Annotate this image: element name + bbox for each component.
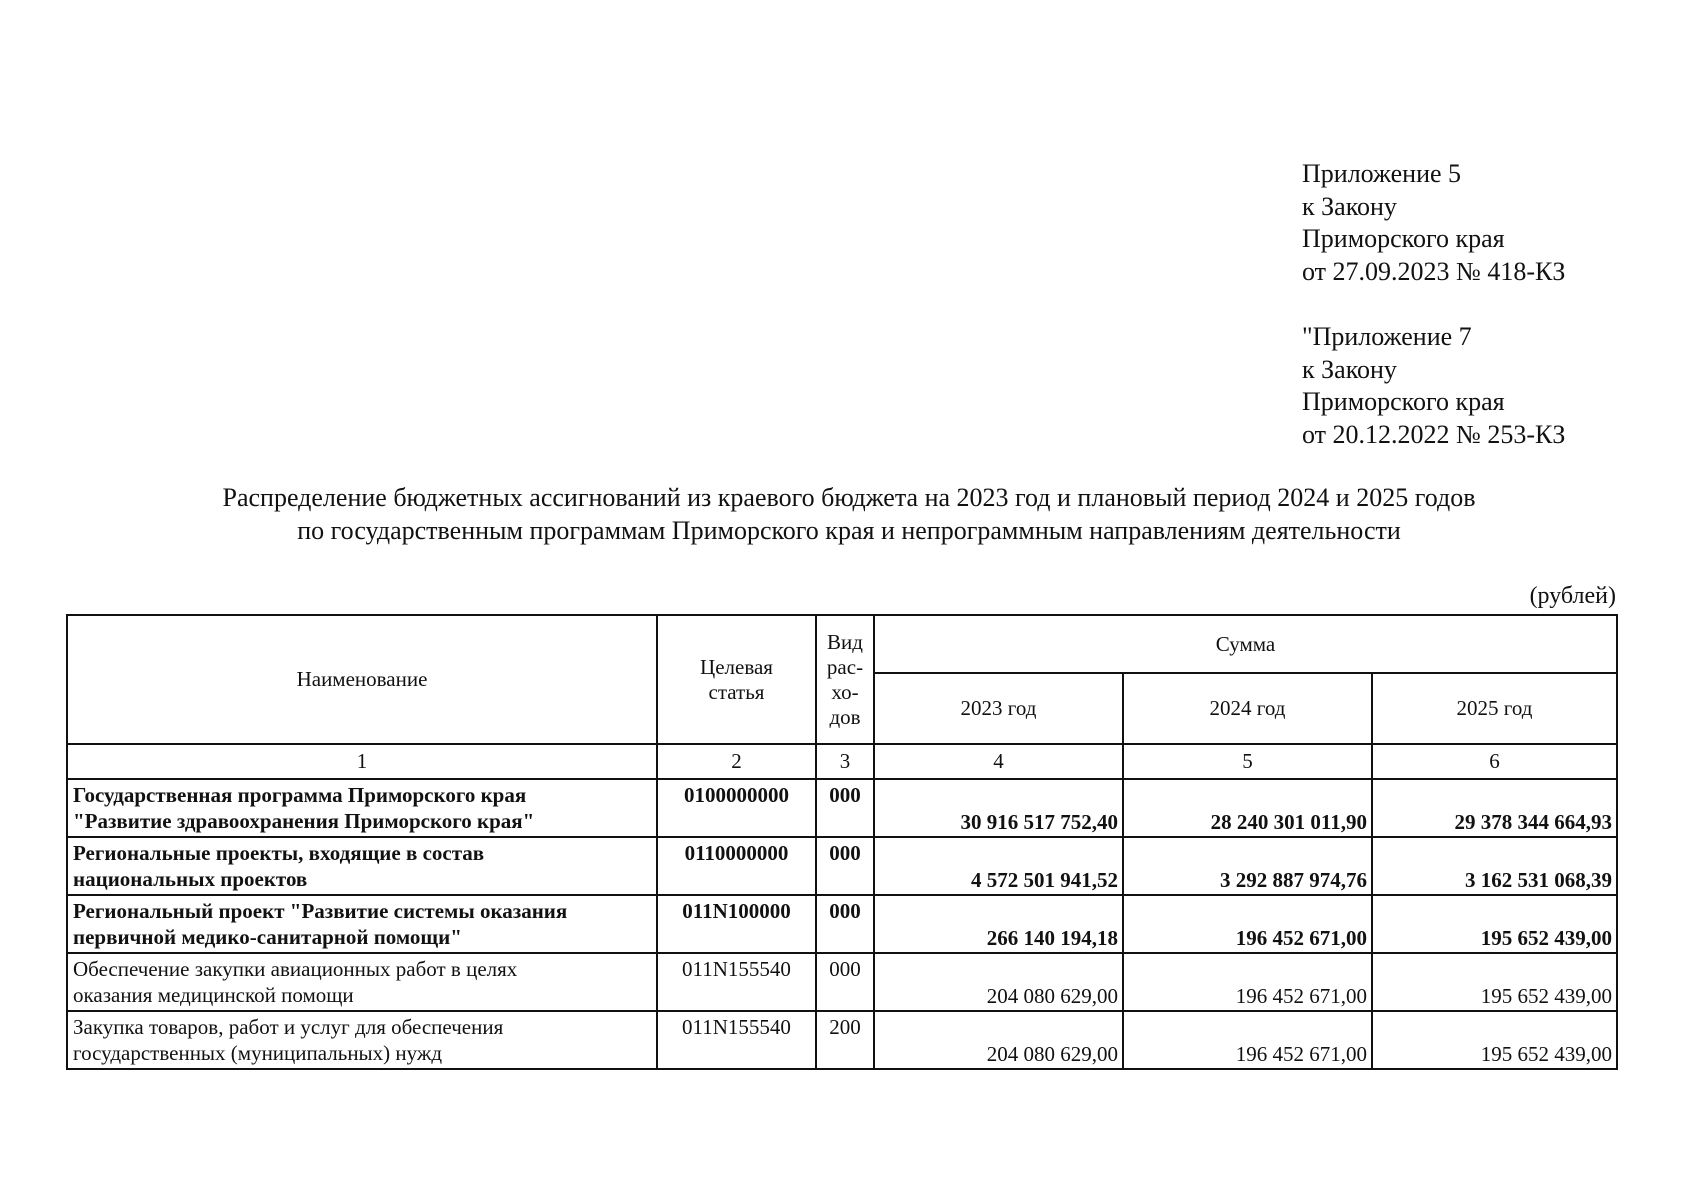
appendix-current-line: Приморского края — [1302, 224, 1505, 253]
row-name — [67, 953, 657, 1011]
units-label: (рублей) — [1529, 583, 1616, 609]
table-row — [67, 837, 1617, 895]
row-name-line: Государственная программа Приморского края — [73, 783, 527, 807]
row-name-line: "Развитие здравоохранения Приморского края" — [73, 809, 535, 833]
row-amount-2025: 29 378 344 664,93 — [1372, 779, 1617, 837]
header-year-2023: 2023 год — [874, 673, 1123, 744]
header-expense-type-line: хо- — [831, 679, 859, 704]
table-row — [67, 1011, 1617, 1069]
header-year-2025: 2025 год — [1372, 673, 1617, 744]
row-amount-2023: 30 916 517 752,40 — [874, 779, 1123, 837]
column-number: 5 — [1123, 744, 1372, 779]
appendix-original-line: от 20.12.2022 № 253-КЗ — [1302, 419, 1566, 449]
document-title-line: Распределение бюджетных ассигнований из краевого бюджета на 2023 год и плановый период 2024 и 2025 годов — [222, 483, 1476, 512]
row-amount-2024: 196 452 671,00 — [1123, 953, 1372, 1011]
header-expense-type-line: дов — [829, 704, 861, 729]
row-amount-2025: 3 162 531 068,39 — [1372, 837, 1617, 895]
row-amount-2024: 196 452 671,00 — [1123, 1011, 1372, 1069]
column-number-row — [67, 744, 1617, 779]
row-amount-2025: 195 652 439,00 — [1372, 895, 1617, 953]
column-number: 4 — [874, 744, 1123, 779]
appendix-original-line: "Приложение 7 — [1302, 322, 1472, 351]
header-name: Наименование — [67, 615, 657, 744]
column-number: 1 — [67, 744, 657, 779]
row-amount-2023: 204 080 629,00 — [874, 1011, 1123, 1069]
row-target-article: 011N100000 — [657, 895, 816, 953]
row-name — [67, 779, 657, 837]
row-expense-type: 000 — [816, 837, 874, 895]
row-target-article: 0100000000 — [657, 779, 816, 837]
row-name-line: оказания медицинской помощи — [73, 983, 354, 1007]
row-name-line: национальных проектов — [73, 867, 308, 891]
header-expense-type-line: рас- — [826, 654, 864, 679]
appendix-current-line: к Закону — [1302, 191, 1397, 221]
header-expense-type-line: Вид — [827, 629, 863, 654]
row-expense-type: 000 — [816, 895, 874, 953]
column-number: 6 — [1372, 744, 1617, 779]
row-name-line: государственных (муниципальных) нужд — [73, 1041, 443, 1065]
row-amount-2024: 196 452 671,00 — [1123, 895, 1372, 953]
row-target-article: 0110000000 — [657, 837, 816, 895]
row-amount-2024: 28 240 301 011,90 — [1123, 779, 1372, 837]
row-name-line: Закупка товаров, работ и услуг для обеспечения — [73, 1015, 504, 1039]
row-name-line: Обеспечение закупки авиационных работ в целях — [73, 957, 518, 981]
header-target-line: статья — [708, 679, 765, 704]
appendix-current-reference — [1302, 158, 1662, 288]
appendix-current-line: Приложение 5 — [1302, 159, 1462, 188]
table-row — [67, 895, 1617, 953]
row-amount-2023: 204 080 629,00 — [874, 953, 1123, 1011]
column-number: 2 — [657, 744, 816, 779]
header-sum: Сумма — [874, 615, 1617, 673]
table-header-row — [67, 615, 1617, 673]
appendix-current-line: от 27.09.2023 № 418-КЗ — [1302, 256, 1566, 286]
row-amount-2025: 195 652 439,00 — [1372, 1011, 1617, 1069]
row-amount-2024: 3 292 887 974,76 — [1123, 837, 1372, 895]
row-expense-type: 000 — [816, 779, 874, 837]
row-amount-2023: 266 140 194,18 — [874, 895, 1123, 953]
appendix-original-reference — [1302, 321, 1662, 451]
column-number: 3 — [816, 744, 874, 779]
header-expense-type — [816, 615, 874, 744]
document-title — [120, 481, 1578, 547]
row-expense-type: 000 — [816, 953, 874, 1011]
row-name-line: первичной медико-санитарной помощи" — [73, 925, 462, 949]
appendix-original-line: к Закону — [1302, 354, 1397, 384]
row-name-line: Региональный проект "Развитие системы оказания — [73, 899, 568, 923]
row-name — [67, 895, 657, 953]
row-amount-2023: 4 572 501 941,52 — [874, 837, 1123, 895]
row-expense-type: 200 — [816, 1011, 874, 1069]
document-title-line: по государственным программам Приморского края и непрограммным направлениям деятельности — [297, 516, 1401, 545]
appendix-original-line: Приморского края — [1302, 387, 1505, 416]
table-row — [67, 779, 1617, 837]
header-year-2024: 2024 год — [1123, 673, 1372, 744]
header-target-line: Целевая — [700, 654, 773, 679]
row-target-article: 011N155540 — [657, 1011, 816, 1069]
row-name-line: Региональные проекты, входящие в состав — [73, 841, 485, 865]
row-target-article: 011N155540 — [657, 953, 816, 1011]
budget-table — [66, 614, 1618, 1070]
row-amount-2025: 195 652 439,00 — [1372, 953, 1617, 1011]
header-target-article — [657, 615, 816, 744]
row-name — [67, 837, 657, 895]
row-name — [67, 1011, 657, 1069]
table-row — [67, 953, 1617, 1011]
